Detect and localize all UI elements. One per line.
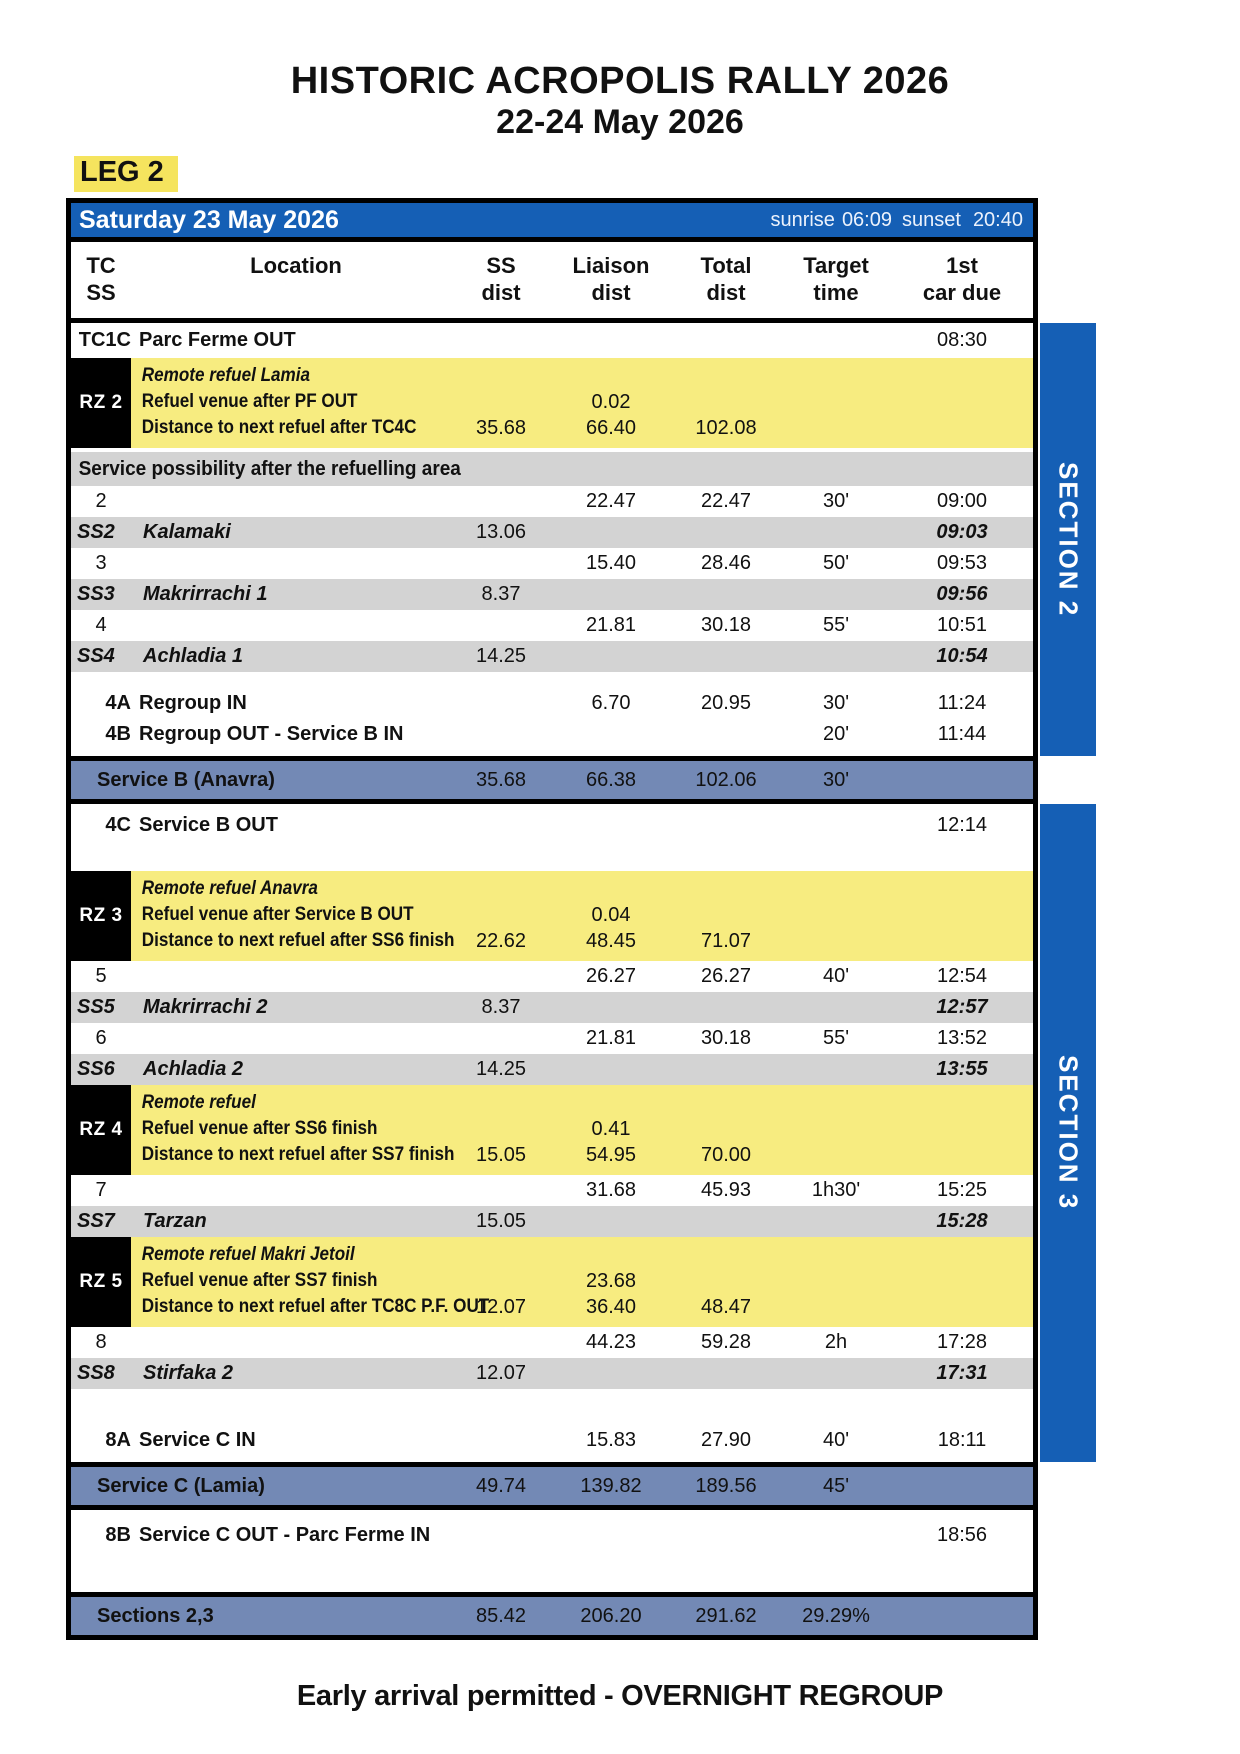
refuel-line: [131, 928, 1033, 954]
first-car-due-cell: 18:11: [937, 1429, 987, 1451]
total-dist-cell: 30.18: [700, 614, 752, 636]
location-cell: Achladia 2: [143, 1058, 244, 1080]
group-row: [71, 1510, 1033, 1583]
refuel-zone: [71, 358, 1033, 448]
group-row: [71, 804, 1033, 871]
date-label: Saturday 23 May 2026: [79, 205, 339, 234]
group-line: [71, 1425, 1033, 1456]
target-time-cell: 55': [822, 614, 850, 636]
totals-row: [71, 1592, 1033, 1635]
footer-note: Early arrival permitted - OVERNIGHT REGROUP: [296, 1680, 944, 1712]
leg-badge: LEG 2: [74, 156, 178, 192]
location-cell: Service B OUT: [139, 814, 278, 836]
refuel-zone-badge: RZ 5: [71, 1237, 131, 1327]
total-dist-cell: 20.95: [700, 692, 752, 714]
tc-cell: SS5: [77, 996, 115, 1018]
ss-dist-cell: 15.05: [475, 1210, 527, 1232]
refuel-zone: [71, 1085, 1033, 1175]
col-header-line: Target: [803, 253, 869, 278]
total-dist-cell: 26.27: [700, 965, 752, 987]
liaison-dist-cell: 26.27: [585, 965, 637, 987]
sunset-time: 20:40: [972, 208, 1023, 231]
refuel-line: [131, 1142, 1033, 1168]
group-line: [71, 1520, 1033, 1551]
refuel-line-label: Distance to next refuel after TC8C P.F. OUT: [141, 1296, 490, 1317]
service-label: Service C (Lamia): [97, 1474, 265, 1497]
refuel-zone: [71, 871, 1033, 961]
section-2-bar: SECTION 2: [1040, 323, 1096, 756]
tc-cell: 3: [95, 552, 107, 574]
refuel-line: [131, 1116, 1033, 1142]
total-dist-cell: 102.06: [695, 768, 757, 791]
target-time-cell: 30': [822, 768, 850, 791]
col-header-first-car-due: [901, 252, 1023, 306]
refuel-line-label: Distance to next refuel after TC4C: [141, 417, 417, 438]
tc-row: [71, 1327, 1033, 1358]
total-dist-cell: 189.56: [695, 1474, 757, 1497]
liaison-dist-cell: 22.47: [585, 490, 637, 512]
refuel-zone: [71, 1237, 1033, 1327]
target-time-cell: 40': [822, 1429, 850, 1451]
tc-cell: SS7: [77, 1210, 115, 1232]
refuel-title-label: Remote refuel Anavra: [141, 878, 318, 899]
col-header-target-time: [771, 252, 901, 306]
location-cell: Makrirrachi 1: [143, 583, 268, 605]
refuel-title-label: Remote refuel Makri Jetoil: [141, 1244, 355, 1265]
ss-dist-cell: 49.74: [475, 1474, 527, 1497]
liaison-dist-value: 36.40: [585, 1295, 637, 1318]
first-car-due-cell: 10:51: [936, 614, 988, 636]
refuel-title-label: Remote refuel: [141, 1092, 256, 1113]
first-car-due-cell: 13:55: [936, 1058, 988, 1080]
ss-dist-cell: 13.06: [475, 521, 527, 543]
ss-dist-cell: 35.68: [475, 768, 527, 791]
location-cell: Stirfaka 2: [143, 1362, 234, 1384]
tc-row: [71, 486, 1033, 517]
tc-row: [71, 548, 1033, 579]
col-header-line: 1st: [946, 253, 978, 278]
tc-cell: 8A: [105, 1429, 131, 1451]
group-row: [71, 1389, 1033, 1462]
ss-dist-value: 12.07: [475, 1295, 527, 1318]
refuel-title-line: [131, 1242, 1033, 1268]
tc-cell: SS6: [77, 1058, 115, 1080]
location-cell: Makrirrachi 2: [143, 996, 268, 1018]
first-car-due-cell: 12:14: [936, 814, 988, 836]
liaison-dist-cell: 15.83: [585, 1429, 637, 1451]
first-car-due-cell: 13:52: [936, 1027, 988, 1049]
tc-cell: SS8: [77, 1362, 115, 1384]
first-car-due-cell: 15:28: [936, 1210, 988, 1232]
refuel-zone-badge: RZ 4: [71, 1085, 131, 1175]
stage-row: [71, 517, 1033, 548]
col-header-line: TC: [86, 253, 116, 278]
liaison-dist-cell: 44.23: [585, 1331, 637, 1353]
group-row: [71, 323, 1033, 358]
tc-cell: 8: [95, 1331, 107, 1353]
liaison-dist-value: 0.02: [591, 390, 631, 413]
tc-cell: SS2: [77, 521, 115, 543]
col-header-line: time: [813, 280, 859, 305]
tc-cell: 4B: [105, 723, 131, 745]
col-header-line: Liaison: [572, 253, 650, 278]
first-car-due-cell: 17:28: [936, 1331, 988, 1353]
first-car-due-cell: 09:53: [936, 552, 988, 574]
ss-dist-value: 22.62: [475, 929, 527, 952]
sunrise-time: 06:09: [841, 208, 892, 231]
refuel-title-line: [131, 1090, 1033, 1116]
liaison-dist-value: 66.40: [585, 416, 637, 439]
target-time-cell: 30': [822, 692, 850, 714]
location-cell: Service C IN: [139, 1429, 256, 1451]
location-cell: Regroup OUT - Service B IN: [139, 723, 404, 745]
refuel-zone-body: [131, 358, 1033, 448]
col-header-line: dist: [706, 280, 746, 305]
sun-times: [760, 209, 1023, 232]
target-time-cell: 29.29%: [802, 1604, 870, 1627]
col-header-line: dist: [591, 280, 631, 305]
first-car-due-cell: 17:31: [936, 1362, 988, 1384]
group-line: [71, 325, 1033, 356]
target-time-cell: 40': [822, 965, 850, 987]
total-dist-cell: 45.93: [700, 1179, 752, 1201]
location-cell: Kalamaki: [143, 521, 231, 543]
col-header-liaison-dist: [541, 252, 681, 306]
tc-cell: 5: [95, 965, 107, 987]
target-time-cell: 45': [822, 1474, 850, 1497]
col-header-location: [131, 252, 461, 306]
refuel-zone-badge: RZ 3: [71, 871, 131, 961]
first-car-due-cell: 15:25: [936, 1179, 988, 1201]
tc-cell: SS4: [77, 645, 115, 667]
stage-row: [71, 641, 1033, 672]
tc-cell: 7: [95, 1179, 107, 1201]
total-dist-value: 102.08: [695, 416, 757, 439]
col-header-line: Total: [700, 253, 752, 278]
refuel-line-label: Refuel venue after Service B OUT: [141, 904, 414, 925]
col-header-line: SS: [86, 280, 116, 305]
ss-dist-value: 15.05: [475, 1143, 527, 1166]
col-header-line: car due: [922, 280, 1002, 305]
group-line: [71, 688, 1033, 719]
first-car-due-cell: 09:03: [936, 521, 988, 543]
refuel-zone-body: [131, 871, 1033, 961]
first-car-due-cell: 12:54: [936, 965, 988, 987]
tc-row: [71, 1023, 1033, 1054]
tc-cell: 4A: [105, 692, 131, 714]
target-time-cell: 50': [822, 552, 850, 574]
liaison-dist-cell: 139.82: [580, 1474, 642, 1497]
location-cell: Tarzan: [143, 1210, 207, 1232]
tc-cell: 8B: [105, 1524, 131, 1546]
refuel-zone-body: [131, 1237, 1033, 1327]
refuel-zone-badge: RZ 2: [71, 358, 131, 448]
group-row: [71, 672, 1033, 756]
refuel-line: [131, 389, 1033, 415]
location-cell: Parc Ferme OUT: [139, 329, 296, 351]
refuel-line-label: Distance to next refuel after SS7 finish: [141, 1144, 455, 1165]
liaison-dist-value: 48.45: [585, 929, 637, 952]
note-label: Service possibility after the refuelling area: [78, 457, 461, 480]
col-header-tc-ss: [71, 252, 131, 306]
first-car-due-cell: 11:44: [937, 723, 987, 745]
target-time-cell: 20': [822, 723, 850, 745]
service-label: Sections 2,3: [97, 1604, 214, 1627]
target-time-cell: 2h: [824, 1331, 848, 1353]
location-cell: Achladia 1: [143, 645, 244, 667]
refuel-line: [131, 1294, 1033, 1320]
column-header-row: [71, 242, 1033, 323]
refuel-title-line: [131, 876, 1033, 902]
refuel-zone-body: [131, 1085, 1033, 1175]
liaison-dist-cell: 6.70: [591, 692, 631, 714]
first-car-due-cell: 12:57: [936, 996, 988, 1018]
target-time-cell: 30': [822, 490, 850, 512]
liaison-dist-cell: 21.81: [585, 1027, 637, 1049]
refuel-line: [131, 902, 1033, 928]
tc-cell: 4: [95, 614, 107, 636]
stage-row: [71, 992, 1033, 1023]
liaison-dist-value: 23.68: [585, 1269, 637, 1292]
tc-cell: TC1C: [78, 329, 131, 351]
col-header-line: Location: [250, 253, 342, 278]
tc-cell: SS3: [77, 583, 115, 605]
tc-cell: 6: [95, 1027, 107, 1049]
liaison-dist-cell: 206.20: [580, 1604, 642, 1627]
liaison-dist-cell: 31.68: [585, 1179, 637, 1201]
sunrise-label: sunrise: [770, 208, 835, 231]
first-car-due-cell: 09:56: [936, 583, 988, 605]
refuel-line: [131, 1268, 1033, 1294]
total-dist-value: 48.47: [700, 1295, 752, 1318]
total-dist-cell: 30.18: [700, 1027, 752, 1049]
first-car-due-cell: 08:30: [936, 329, 988, 351]
refuel-line-label: Distance to next refuel after SS6 finish: [141, 930, 455, 951]
ss-dist-cell: 8.37: [481, 996, 521, 1018]
service-row: [71, 1462, 1033, 1510]
total-dist-cell: 27.90: [700, 1429, 752, 1451]
service-label: Service B (Anavra): [97, 768, 275, 791]
ss-dist-cell: 85.42: [475, 1604, 527, 1627]
col-header-ss-dist: [461, 252, 541, 306]
tc-cell: 2: [95, 490, 107, 512]
refuel-line-label: Refuel venue after SS7 finish: [141, 1270, 378, 1291]
first-car-due-cell: 09:00: [936, 490, 988, 512]
refuel-line: [131, 415, 1033, 441]
liaison-dist-value: 54.95: [585, 1143, 637, 1166]
service-row: [71, 756, 1033, 804]
first-car-due-cell: 10:54: [936, 645, 988, 667]
day-header-bar: [71, 203, 1033, 242]
refuel-title-line: [131, 363, 1033, 389]
col-header-total-dist: [681, 252, 771, 306]
liaison-dist-value: 0.41: [591, 1117, 631, 1140]
target-time-cell: 55': [822, 1027, 850, 1049]
first-car-due-cell: 18:56: [936, 1524, 988, 1546]
total-dist-cell: 291.62: [695, 1604, 757, 1627]
total-dist-cell: 28.46: [700, 552, 752, 574]
stage-row: [71, 1358, 1033, 1389]
itinerary-table: [66, 198, 1038, 1640]
itinerary-body: [71, 323, 1033, 1635]
ss-dist-cell: 12.07: [475, 1362, 527, 1384]
total-dist-value: 70.00: [700, 1143, 752, 1166]
tc-row: [71, 610, 1033, 641]
group-line: [71, 719, 1033, 750]
group-line: [71, 810, 1033, 841]
tc-row: [71, 961, 1033, 992]
total-dist-cell: 59.28: [700, 1331, 752, 1353]
col-header-line: dist: [481, 280, 521, 305]
note-row: [71, 452, 1033, 486]
liaison-dist-cell: 21.81: [585, 614, 637, 636]
refuel-line-label: Refuel venue after SS6 finish: [141, 1118, 378, 1139]
refuel-title-label: Remote refuel Lamia: [141, 365, 311, 386]
liaison-dist-cell: 15.40: [585, 552, 637, 574]
rally-title: HISTORIC ACROPOLIS RALLY 2026: [290, 60, 950, 102]
first-car-due-cell: 11:24: [937, 692, 987, 714]
tc-row: [71, 1175, 1033, 1206]
ss-dist-value: 35.68: [475, 416, 527, 439]
liaison-dist-cell: 66.38: [585, 768, 637, 791]
ss-dist-cell: 8.37: [481, 583, 521, 605]
stage-row: [71, 1206, 1033, 1237]
target-time-cell: 1h30': [811, 1179, 861, 1201]
rally-dates: 22-24 May 2026: [496, 103, 744, 141]
location-cell: Regroup IN: [139, 692, 247, 714]
tc-cell: 4C: [105, 814, 131, 836]
liaison-dist-value: 0.04: [591, 903, 631, 926]
col-header-line: SS: [486, 253, 516, 278]
location-cell: Service C OUT - Parc Ferme IN: [139, 1524, 431, 1546]
refuel-line-label: Refuel venue after PF OUT: [141, 391, 358, 412]
stage-row: [71, 1054, 1033, 1085]
ss-dist-cell: 14.25: [475, 1058, 527, 1080]
section-3-bar: SECTION 3: [1040, 804, 1096, 1462]
total-dist-cell: 22.47: [700, 490, 752, 512]
total-dist-value: 71.07: [700, 929, 752, 952]
sunset-label: sunset: [902, 208, 961, 231]
stage-row: [71, 579, 1033, 610]
ss-dist-cell: 14.25: [475, 645, 527, 667]
